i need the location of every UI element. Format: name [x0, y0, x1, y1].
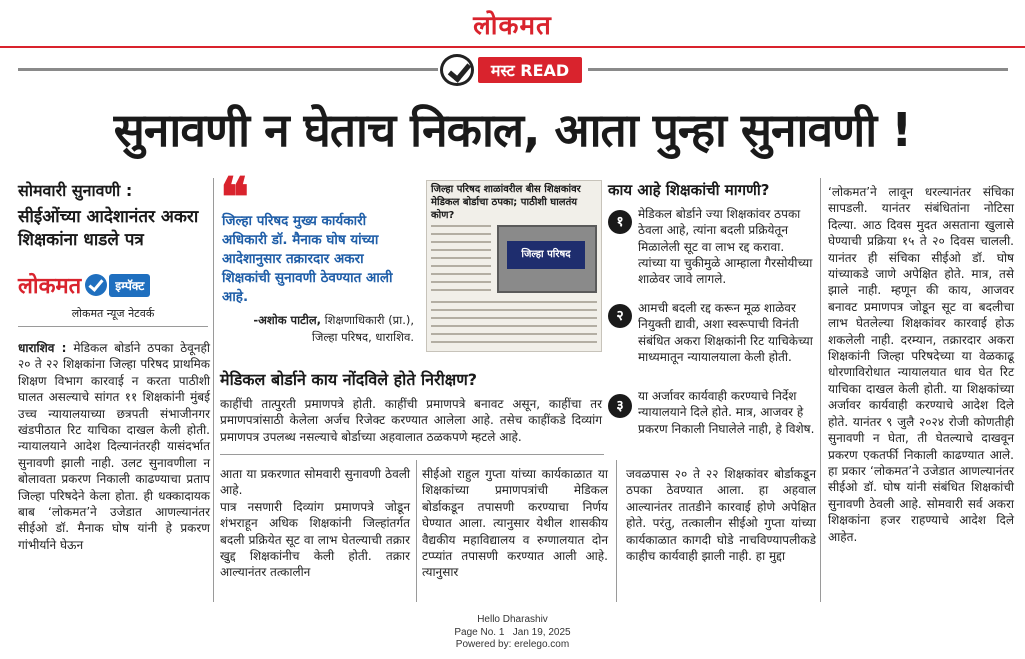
page-date: Jan 19, 2025 — [512, 626, 571, 638]
clipping-title: जिल्हा परिषद शाळांवरील बीस शिक्षकांवर मेडिकल बोर्डाचा ठपका; पाठीशी घालतंय कोण? — [431, 184, 581, 221]
story-column-2: आता या प्रकरणात सोमवारी सुनावणी ठेवली आहे. पात्र नसणारी दिव्यांग प्रमाणपत्रे जोडून शंभराहून अधिक शिक्षकांनी जिल्हांतर्गत बदली प्रक्रियेत सूट वा लाभ घेतल्याची तक्रार खुद्द शिक्षकांनीच केली होती. तक्रार आल्यानंतर तत्कालीन — [220, 467, 410, 580]
quote-author-org: जिल्हा परिषद, धाराशिव. — [311, 330, 414, 344]
section-summary: काहींची तात्पुरती प्रमाणपत्रे होती. काहींची प्रमाणपत्रे बनावट असून, काहींचा तर प्रमाणपत्रांसाठी केलेला अर्जच रिजेक्ट करण्यात आलेला आहे. तसेच काहींकडे दिव्यांग प्रमाणपत्र उपलब्ध नसल्याचे बोर्डाच्या अहवालात ठळकपणे म्हटले आहे. — [220, 397, 602, 444]
quote-attribution — [226, 312, 414, 346]
demand-heading: काय आहे शिक्षकांची मागणी? — [608, 181, 770, 199]
demand-item: या अर्जावर कार्यवाही करण्याचे निर्देश न्यायालयाने दिले होते. मात्र, आजवर हे प्रकरण निकाली निघालेले नाही, हे विशेष. — [638, 389, 815, 436]
story-column-4: जवळपास २० ते २२ शिक्षकांवर बोर्डाकडून ठपका ठेवण्यात आला. हा अहवाल आल्यानंतर तातडीने कारवाई होणे अपेक्षित होते. परंतु, तत्कालीन सीईओ गुप्ता यांच्या कार्यकाळात कागदी घोडे नाचविण्यापलीकडे काहीच कार्यवाही झाली नाही. हा मुद्दा — [626, 467, 816, 564]
check-icon — [85, 274, 107, 296]
lead-text: मेडिकल बोर्डाने ठपका ठेवूनही २० ते २२ शिक्षकांना जिल्हा परिषद प्राथमिक शिक्षण विभाग कारवाई न करता पाठीशी घालत असल्याचे सांगत ११ शिक्षकांनी मुंबई उच्च न्यायालयाच्या छत्रपती संभाजीनगर खंडपीठात रिट याचिका दाखल केली होती. न्यायालयाने आदेश दिल्यानंतरही यासंदर्भात सुनावणी झाली नाही. उलट सुनावणीला न बोलावता प्रकरण निकाली काढण्याचा प्रताप जिल्हा परिषदेने केला होता. ही धक्कादायक बाब ‘लोकमत’ने उजेडात आणल्यानंतर सीईओ डॉ. मैनाक घोष यांनी हे प्रकरण गांभीर्याने घेऊन — [18, 341, 210, 552]
pull-quote: जिल्हा परिषद मुख्य कार्यकारी अधिकारी डॉ. मैनाक घोष यांच्या आदेशानुसार तक्रारदार अकरा शिक्षकांची सुनावणी ठेवण्यात आली आहे. — [222, 213, 393, 305]
clipping-photo-sign: जिल्हा परिषद — [507, 241, 585, 269]
band-rule-left — [18, 68, 438, 71]
demand-item: मेडिकल बोर्डाने ज्या शिक्षकांवर ठपका ठेवला आहे, त्यांना बदली प्रक्रियेतून मिळालेली सूट वा लाभ रद्द करावा. त्यांच्या या चुकीमुळे आम्हाला गैरसोयीच्या शाळेवर जावे लागले. — [638, 207, 813, 287]
quote-author-role: शिक्षणाधिकारी (प्रा.), — [324, 313, 414, 327]
byline: लोकमत न्यूज नेटवर्क — [71, 307, 155, 320]
demand-item: आमची बदली रद्द करून मूळ शाळेवर नियुक्ती द्यावी, अशा स्वरूपाची विनंती संबंधित अकरा शिक्षकांनी रिट याचिकेच्या माध्यमातून न्यायालयाला केली होती. — [638, 301, 813, 364]
story-lead — [18, 340, 210, 553]
page-number: Page No. 1 — [454, 626, 505, 638]
section-rule — [220, 454, 604, 455]
must-read-label: मस्ट READ — [478, 57, 582, 83]
page-info — [0, 627, 1025, 640]
column-rule — [213, 178, 214, 602]
headline: सुनावणी न घेताच निकाल, आता पुन्हा सुनावणी ! — [113, 103, 912, 157]
previous-clipping-image — [426, 180, 602, 352]
story-column-5: ‘लोकमत’ने लावून धरल्यानंतर संचिका सापडली. यानंतर संबंधितांना नोटिसा दिल्या. आठ दिवस मुदत असताना खुलासे घेण्याची प्रक्रिया १५ ते २० दिवस चालली. यानंतर ही संचिका सीईओ डॉ. घोष यांच्याकडे जाणे अपेक्षित होते. मात्र, तसे झाले नाही. म्हणून की काय, आजवर बनावट प्रमाणपत्र जोडून सूट वा बदलीचा लाभ घेतलेल्या शिक्षकांवर कारवाई होऊ शकलेली नाही. दरम्यान, तक्रारदार अकरा शिक्षकांनी जिल्हा परिषदेच्या या वेळकाढू धोरणाविरोधात न्यायालयात धाव घेत रिट याचिका दाखल केली होती. या शिक्षकांच्या अर्जावर कार्यवाही करण्याचे आदेश दिले होते. यानंतर ९ जुलै २०२४ रोजी कोणतीही सुनावणी न घेता, ती घेतल्याचे दाखवून प्रकरण एकतर्फी निकाली काढण्यात आले. हा प्रकार ‘लोकमत’ने उजेडात आणल्यानंतर सीईओ डॉ. घोष यांनी संबंधित शिक्षकांची सुनावणी ठेवली आहे. सोमवारी सर्व अकरा शिक्षकांना हजर राहण्याचे आदेश दिले आहेत. — [828, 185, 1014, 544]
impact-label: इम्पॅक्ट — [109, 274, 150, 297]
column-rule — [416, 460, 417, 602]
checkmark-icon — [440, 54, 474, 86]
section-heading: मेडिकल बोर्डाने काय नोंदविले होते निरीक्षण? — [220, 370, 478, 389]
page-footer — [0, 614, 1025, 652]
number-badge: २ — [608, 304, 632, 328]
byline-rule — [18, 326, 208, 327]
edition-name: Hello Dharashiv — [477, 614, 548, 625]
column-rule — [616, 460, 617, 602]
clipping-photo — [497, 225, 597, 293]
must-read-badge — [440, 54, 586, 86]
powered-by-link[interactable]: Powered by: erelego.com — [455, 639, 570, 650]
impact-badge — [18, 268, 208, 302]
impact-logo: लोकमत — [18, 273, 82, 299]
number-badge: १ — [608, 210, 632, 234]
story-subheadline: सीईओंच्या आदेशानंतर अकरा शिक्षकांना धाडले पत्र — [18, 207, 199, 250]
quote-author-name: -अशोक पाटील, — [253, 313, 321, 327]
story-kicker: सोमवारी सुनावणी : — [18, 181, 133, 200]
number-badge: ३ — [608, 394, 632, 418]
story-column-3: सीईओ राहुल गुप्ता यांच्या कार्यकाळात या शिक्षकांच्या प्रमाणपत्रांची मेडिकल बोर्डाकडून तपासणी करण्याचा निर्णय घेण्यात आला. त्यानुसार येथील शासकीय वैद्यकीय महाविद्यालय व रुग्णालयात दोन टप्प्यांत तपासणी करण्यात आली आहे. त्यानुसार — [422, 467, 608, 580]
dateline: धाराशिव : — [18, 341, 67, 355]
column-rule — [820, 178, 821, 602]
newspaper-logo: लोकमत — [473, 11, 552, 41]
band-rule-right — [588, 68, 1008, 71]
quote-mark-icon: ❝ — [220, 165, 250, 229]
masthead — [0, 0, 1025, 48]
